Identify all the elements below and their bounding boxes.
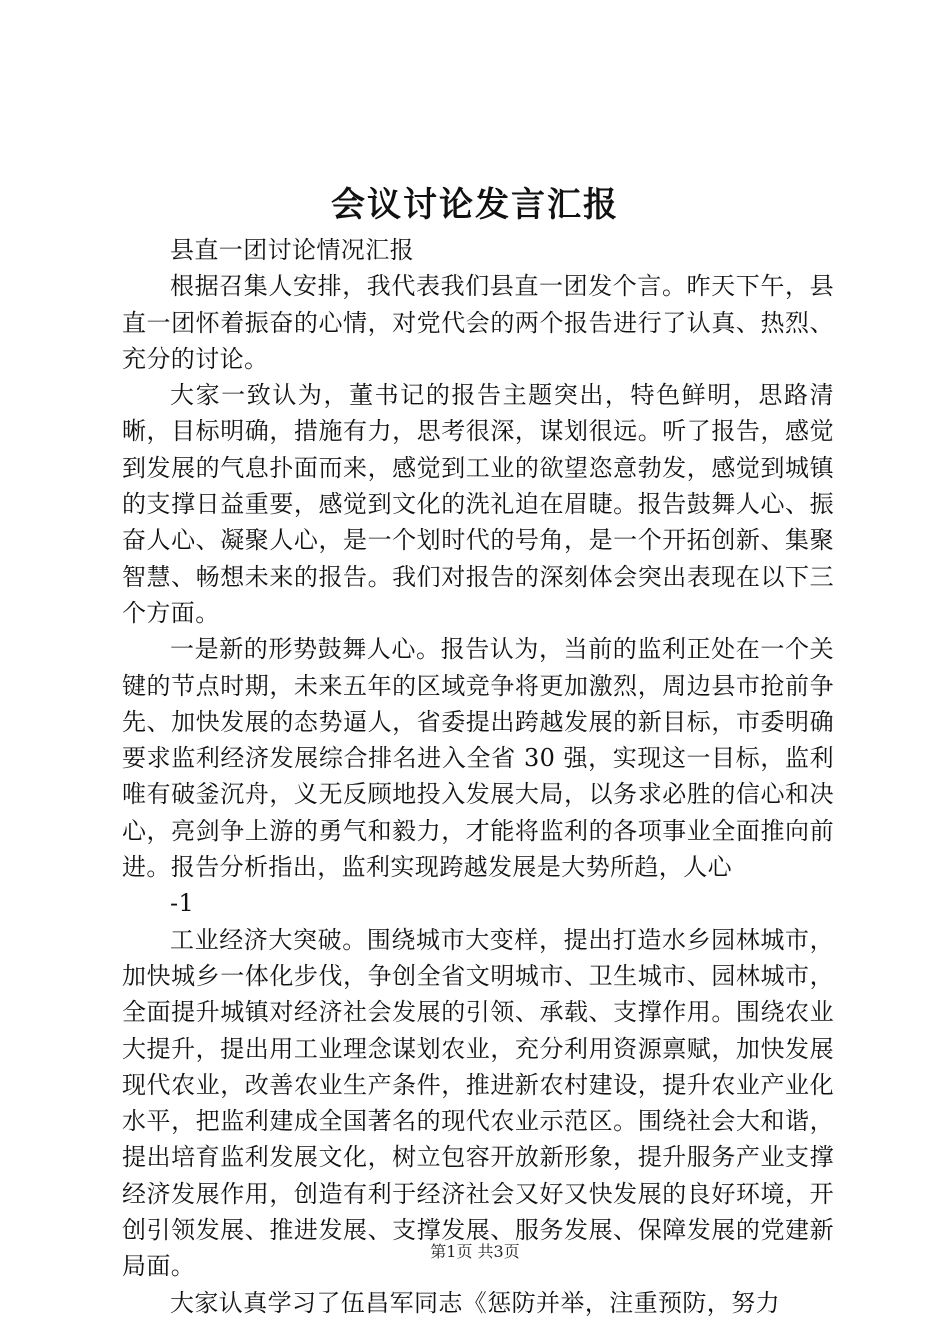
paragraph: 工业经济大突破。围绕城市大变样，提出打造水乡园林城市，加快城乡一体化步伐，争创全省文明城市、卫生城市、园林城市，全面提升城镇对经济社会发展的引领、承载、支撑作用。围绕农业大提升，提出用工业理念谋划农业，充分利用资源禀赋，加快发展现代农业，改善农业生产条件，推进新农村建设，提升农业产业化水平，把监利建成全国著名的现代农业示范区。围绕社会大和谐，提出培育监利发展文化，树立包容开放新形象，提升服务产业支撑经济发展作用，创造有利于经济社会又好又快发展的良好环境，开创引领发展、推进发展、支撑发展、服务发展、保障发展的党建新局面。: [122, 925, 834, 1281]
paragraph-subtitle: 县直一团讨论情况汇报: [170, 236, 414, 264]
paragraph: 一是新的形势鼓舞人心。报告认为，当前的监利正处在一个关键的节点时期，未来五年的区域竞争将更加激烈，周边县市抢前争先、加快发展的态势逼人，省委提出跨越发展的新目标，市委明确要求监利经济发展综合排名进入全省 30 强，实现这一目标，监利唯有破釜沉舟，义无反顾地投入发展大局，以务求必胜的信心和决心，亮剑争上游的勇气和毅力，才能将监利的各项事业全面推向前进。报告分析指出，监利实现跨越发展是大势所趋，人心: [122, 635, 834, 882]
document-title: 会议讨论发言汇报: [331, 185, 619, 225]
page-footer: 第1页 共3页: [430, 1242, 520, 1261]
paragraph: 大家认真学习了伍昌军同志《惩防并举，注重预防，努力: [170, 1288, 780, 1317]
paragraph: 大家一致认为，董书记的报告主题突出，特色鲜明，思路清晰，目标明确，措施有力，思考很深，谋划很远。听了报告，感觉到发展的气息扑面而来，感觉到工业的欲望恣意勃发，感觉到城镇的支撑日益重要，感觉到文化的洗礼迫在眉睫。报告鼓舞人心、振奋人心、凝聚人心，是一个划时代的号角，是一个开拓创新、集聚智慧、畅想未来的报告。我们对报告的深刻体会突出表现在以下三个方面。: [122, 381, 834, 627]
page-break-marker: -1: [170, 889, 195, 918]
document-body: [122, 232, 834, 1321]
paragraph: 根据召集人安排，我代表我们县直一团发个言。昨天下午，县直一团怀着振奋的心情，对党代会的两个报告进行了认真、热烈、充分的讨论。: [122, 272, 834, 373]
